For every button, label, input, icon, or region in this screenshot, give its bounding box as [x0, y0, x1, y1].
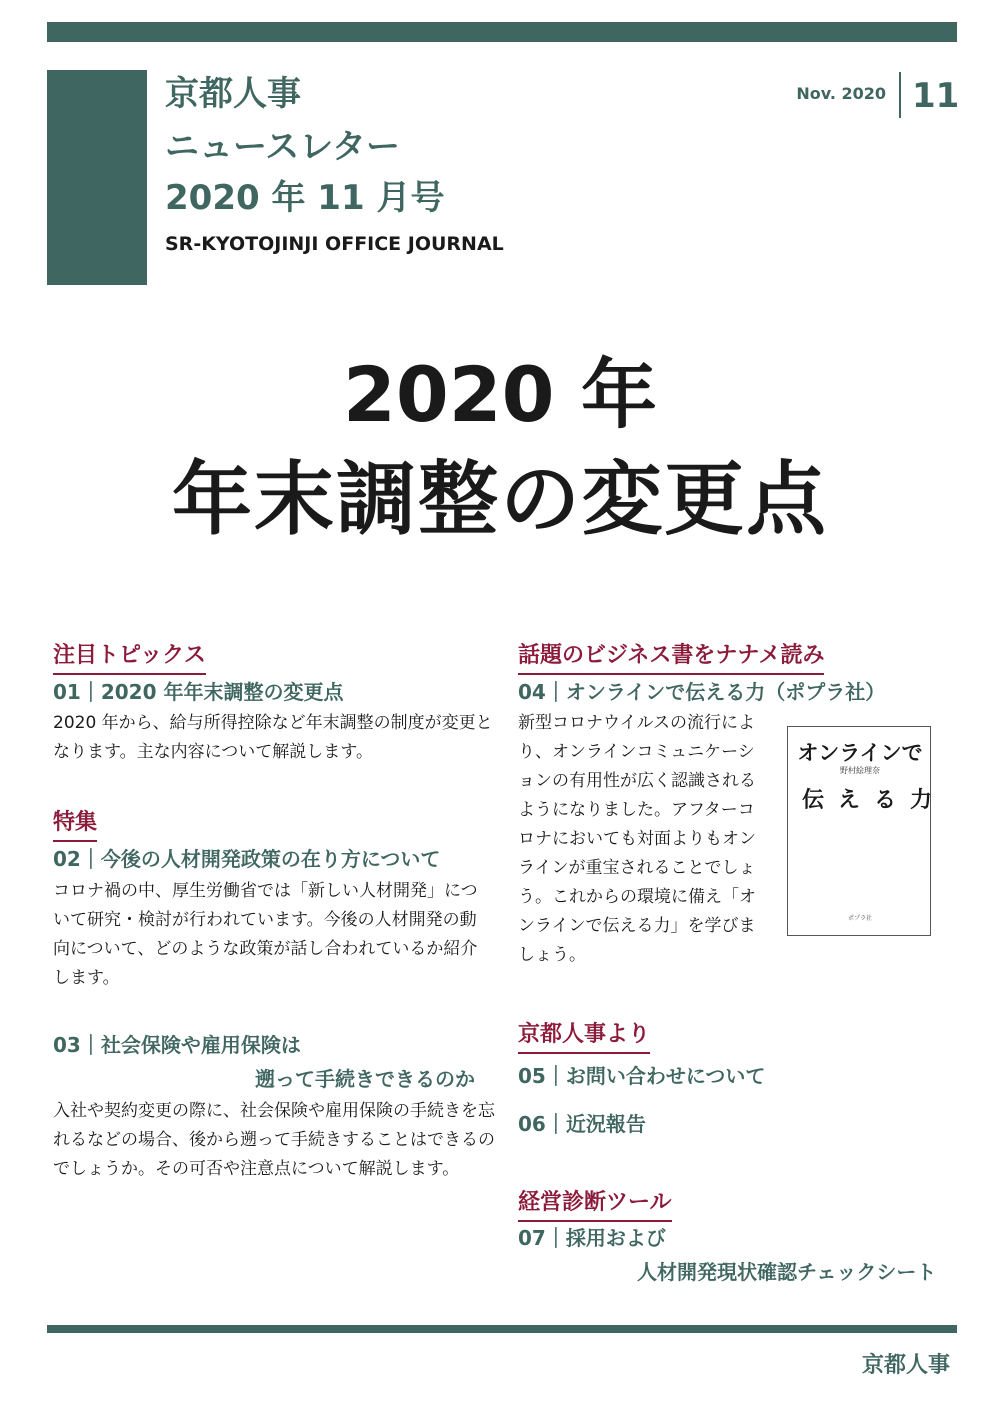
- issue-date: Nov. 2020: [796, 84, 886, 103]
- masthead-title-line2: ニュースレター: [165, 127, 400, 167]
- masthead-title-line1: 京都人事: [165, 74, 301, 114]
- article-03-body: 入社や契約変更の際に、社会保険や雇用保険の手続きを忘れるなどの場合、後から遡って手続きすることはできるのでしょうか。その可否や注意点について解説します。: [53, 1101, 495, 1179]
- article-07-title-line1: 07｜採用および: [518, 1226, 666, 1250]
- article-02-body: コロナ禍の中、厚生労働省では「新しい人材開発」について研究・検討が行われています。今後の人材開発の動向について、どのような政策が話し合われているか紹介します。: [53, 881, 478, 988]
- book-cover-image: [787, 726, 947, 936]
- book-cover-title-line1: オンラインで: [797, 741, 923, 765]
- article-07-title-line2: 人材開発現状確認チェックシート: [637, 1260, 937, 1284]
- bottom-rule: [47, 1325, 957, 1333]
- section-heading-office: 京都人事より: [518, 1020, 650, 1054]
- book-cover-title-line2: 伝える力: [802, 788, 947, 813]
- top-rule: [47, 22, 957, 42]
- book-cover-author: 野村絵理奈: [840, 766, 880, 775]
- book-cover-publisher: ポプラ社: [847, 915, 872, 922]
- article-03-title-line2: 遡って手続きできるのか: [255, 1067, 475, 1091]
- masthead-color-block: [47, 70, 147, 285]
- article-04-title: 04｜オンラインで伝える力（ポプラ社）: [518, 680, 886, 704]
- article-02-title: 02｜今後の人材開発政策の在り方について: [53, 847, 441, 871]
- article-03-title-line1: 03｜社会保険や雇用保険は: [53, 1033, 301, 1057]
- article-01-title: 01｜2020 年年末調整の変更点: [53, 680, 344, 704]
- article-04-body: 新型コロナウイルスの流行により、オンラインコミュニケーションの有用性が広く認識されるようになりました。アフターコロナにおいても対面よりもオンラインが重宝されることでしょう。これからの環境に備え「オンラインで伝える力」を学びましょう。: [518, 713, 756, 965]
- masthead-issue-month: 2020 年 11 月号: [165, 178, 445, 218]
- footer-brand: 京都人事: [861, 1353, 950, 1378]
- headline-year: 2020 年: [343, 350, 657, 439]
- article-05-title: 05｜お問い合わせについて: [518, 1064, 766, 1088]
- issue-divider: [899, 72, 901, 118]
- article-06-title: 06｜近況報告: [518, 1112, 646, 1136]
- journal-name: SR-KYOTOJINJI OFFICE JOURNAL: [165, 233, 504, 255]
- section-heading-tools: 経営診断ツール: [518, 1188, 672, 1222]
- article-01-body: 2020 年から、給与所得控除など年末調整の制度が変更となります。主な内容について解説します。: [53, 713, 493, 762]
- section-heading-topics: 注目トピックス: [53, 641, 206, 675]
- section-heading-books: 話題のビジネス書をナナメ読み: [518, 641, 824, 675]
- section-heading-feature: 特集: [53, 808, 97, 842]
- issue-number: 11: [912, 76, 960, 116]
- headline-title: 年末調整の変更点: [172, 453, 828, 546]
